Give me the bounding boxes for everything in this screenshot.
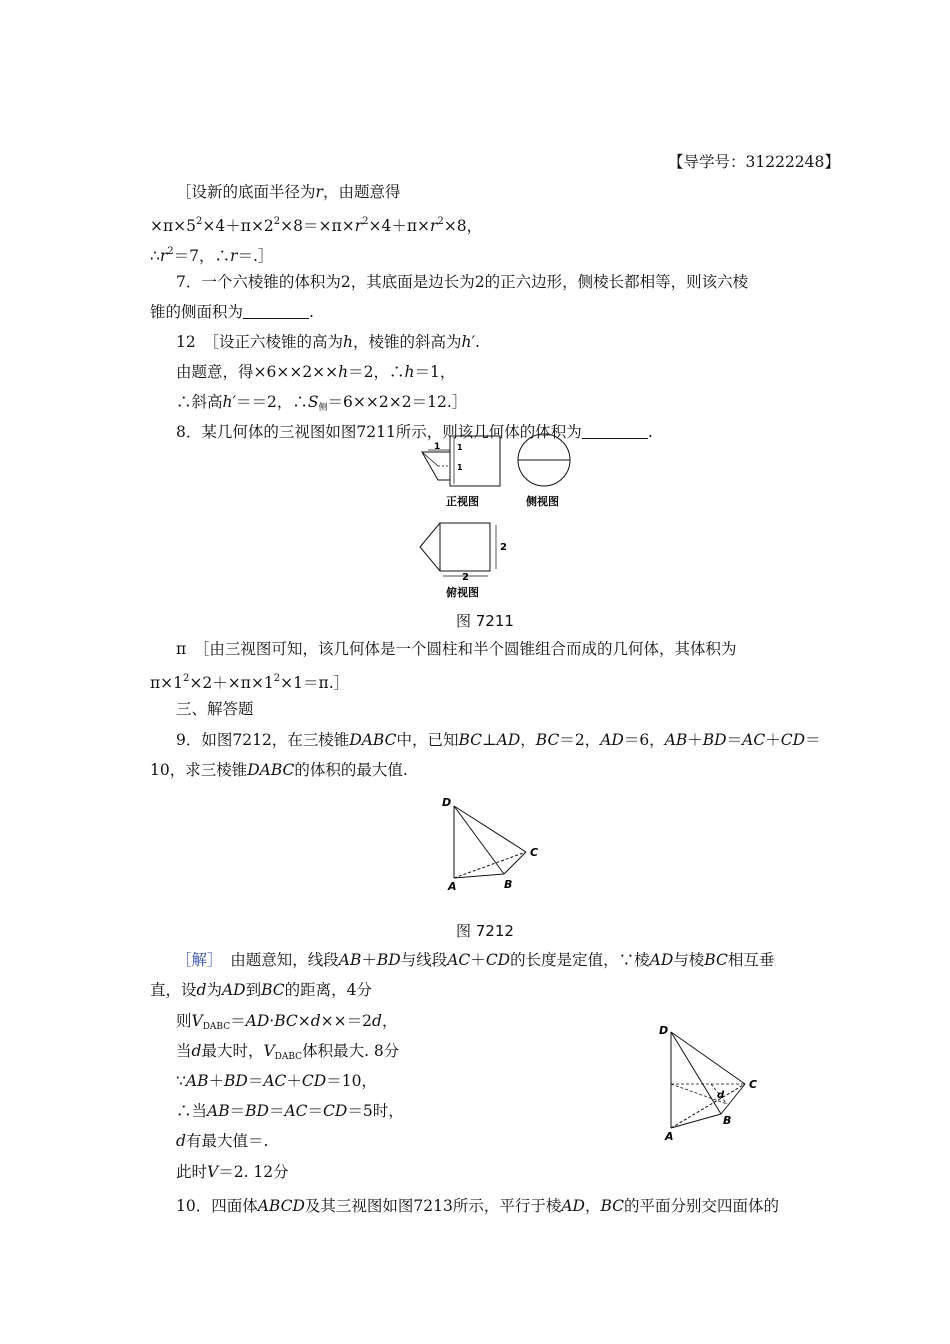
q9-solution-line-7: d有最大值＝.	[176, 1132, 269, 1150]
three-view-figure	[410, 430, 600, 610]
tetrahedron-figure	[438, 790, 558, 893]
distance-label-d: d	[717, 1090, 725, 1101]
q6-solution-line-2: $\times\pi\times 5^2\times 4+\pi\times 2^2\times 8=\times\pi\times r^2\times 4+\pi\times r^2\times 8$，	[150, 216, 483, 235]
guide-number: 【导学号：31222248】	[668, 153, 840, 171]
dim-label: 1	[457, 463, 463, 472]
side-view-label: 侧视图	[526, 495, 559, 508]
front-view-label: 正视图	[446, 495, 479, 508]
q6-solution-line-3: $\therefore r^2=7$，∴r＝.］	[150, 246, 274, 265]
vertex-label-b: B	[723, 1114, 732, 1127]
q9-solution-line-6: ∴当AB＝BD＝AC＝CD＝5时，	[176, 1102, 404, 1120]
top-view-label: 俯视图	[446, 586, 479, 599]
q10-question-line-1: 10．四面体ABCD及其三视图如图7213所示，平行于棱AD，BC的平面分别交四面体的	[176, 1197, 780, 1215]
q9-solution-line-8: 此时V＝2. 12分	[176, 1163, 289, 1181]
vertex-label-a: A	[665, 1130, 674, 1143]
vertex-label-c: C	[530, 846, 539, 859]
vertex-label-c: C	[749, 1078, 758, 1091]
tetrahedron-solution-figure	[655, 1020, 775, 1143]
q9-solution-line-5: ∵AB＋BD＝AC＋CD＝10，	[176, 1072, 377, 1090]
q7-question-line-1: 7．一个六棱锥的体积为2，其底面是边长为2的正六边形，侧棱长都相等，则该六棱	[176, 273, 749, 291]
top-view	[420, 523, 507, 599]
front-view	[422, 436, 500, 508]
q7-question-line-2: 锥的侧面积为 .	[150, 303, 314, 321]
dim-label: 1	[434, 442, 441, 452]
dim-label: 2	[500, 542, 507, 553]
figure-caption: 图 7211	[456, 612, 514, 630]
dim-label: 1	[457, 443, 463, 452]
vertex-label-d: D	[442, 796, 452, 809]
q9-question-line-1: 9．如图7212，在三棱锥DABC中，已知BC⊥AD，BC＝2，AD＝6，AB＋BD＝AC＋CD＝	[176, 731, 821, 749]
figure-caption: 图 7212	[456, 922, 514, 940]
vertex-label-d: D	[659, 1024, 669, 1037]
vertex-label-a: A	[448, 880, 457, 893]
section-title: 三、解答题	[176, 700, 254, 718]
q9-solution-line-1: ［解］ 由题意知，线段AB＋BD与线段AC＋CD的长度是定值，∵棱AD与棱BC相互垂	[176, 951, 775, 969]
q9-solution-line-4: 当d最大时，$V_{DABC}$体积最大. 8分	[176, 1042, 400, 1062]
q7-answer-line-1: 12 ［设正六棱锥的高为h，棱锥的斜高为h′.	[176, 333, 480, 351]
q7-answer-line-2: 由题意，得×6××2××h＝2，∴h＝1，	[176, 363, 456, 381]
q8-question-line: 8．某几何体的三视图如图7211所示，则该几何体的体积为 .	[176, 423, 653, 441]
q6-solution-line-1: ［设新的底面半径为r，由题意得	[176, 183, 401, 201]
q8-answer-line-1: π ［由三视图可知，该几何体是一个圆柱和半个圆锥组合而成的几何体，其体积为	[176, 640, 737, 658]
side-view	[518, 434, 570, 508]
vertex-label-b: B	[504, 878, 513, 891]
answer-blank	[243, 304, 309, 319]
q7-answer-line-3: ∴斜高h′＝＝2，$\therefore S_侧=6\times\times 2\times 2=12.]$	[176, 393, 468, 413]
q9-solution-line-2: 直，设d为AD到BC的距离，4分	[150, 981, 373, 999]
q8-answer-line-2: $\pi\times 1^2\times 2+\times\pi\times 1^2\times 1=\pi.]$	[150, 673, 350, 692]
q9-solution-line-3: 则$V_{DABC}=AD\cdot BC\times d\times\times=2d$，	[176, 1012, 398, 1032]
q9-question-line-2: 10，求三棱锥DABC的体积的最大值.	[150, 761, 408, 779]
dim-label: 2	[462, 572, 469, 583]
